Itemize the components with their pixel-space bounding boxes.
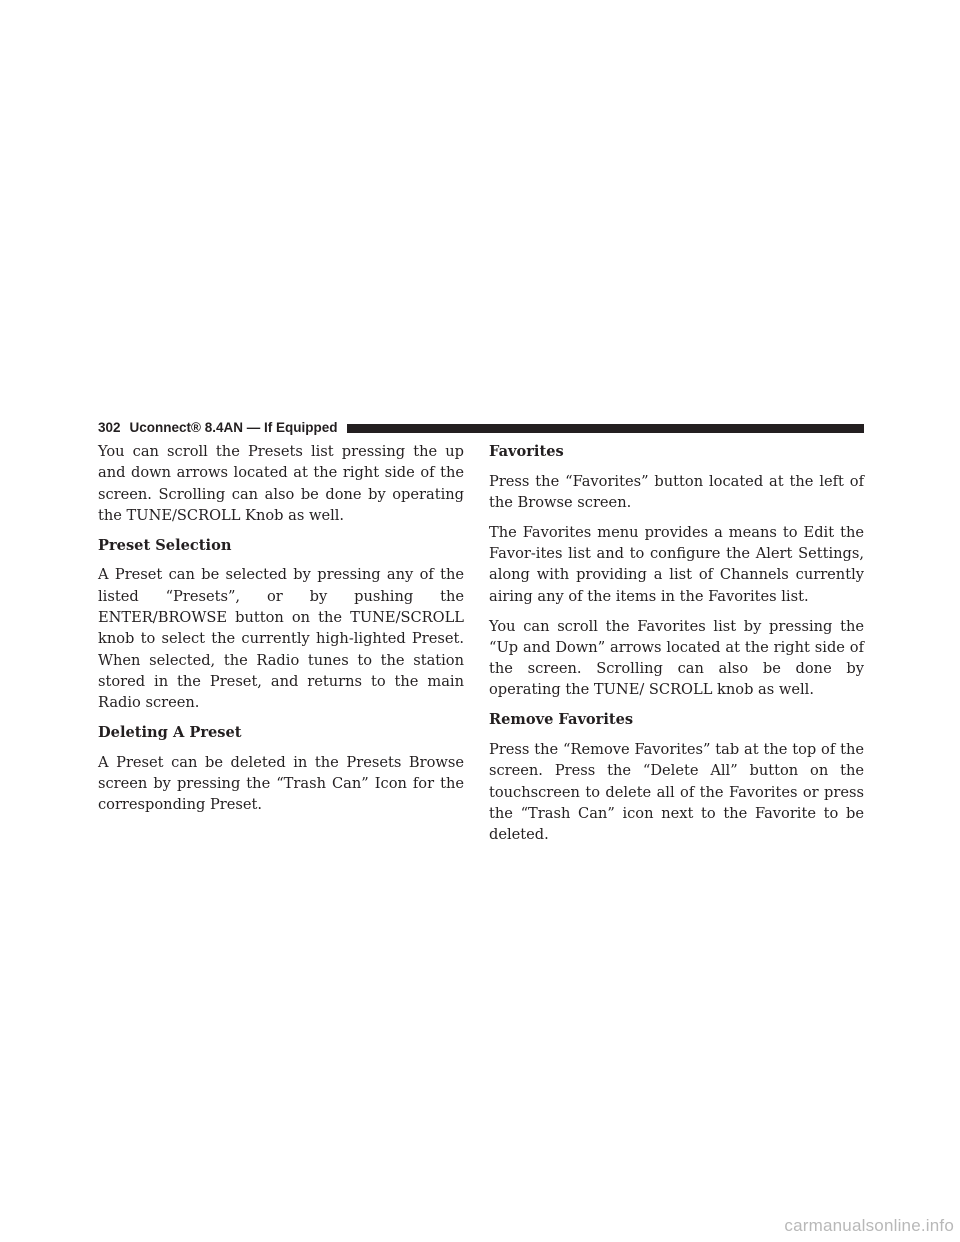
right-column — [489, 441, 864, 854]
favorites-menu-paragraph: The Favorites menu provides a means to Edit the Favor-ites list and to configure the Alert Settings, along with providing a list of Channels currently airing any of the items in the Favorites list. — [489, 523, 864, 605]
deleting-preset-paragraph: A Preset can be deleted in the Presets Browse screen by pressing the “Trash Can” Icon for the corresponding Preset. — [98, 753, 464, 814]
watermark-link[interactable]: carmanualsonline.info — [784, 1216, 954, 1235]
favorites-heading: Favorites — [489, 443, 564, 460]
remove-favorites-heading: Remove Favorites — [489, 711, 634, 729]
remove-favorites-paragraph: Press the “Remove Favorites” tab at the top of the screen. Press the “Delete All” button on the touchscreen to delete all of the Favorites or press the “Trash Can” icon next to the Favorite to be deleted. — [489, 741, 864, 844]
deleting-preset-heading: Deleting A Preset — [98, 724, 242, 742]
favorites-scroll-paragraph: You can scroll the Favorites list by pressing the “Up and Down” arrows located at the right side of the screen. Scrolling can also be done by operating the TUNE/ SCROLL knob as well. — [489, 617, 864, 699]
favorites-button-paragraph: Press the “Favorites” button located at the left of the Browse screen. — [489, 472, 864, 512]
header-rule — [347, 424, 865, 433]
page-header — [98, 420, 864, 436]
section-title: Uconnect® 8.4AN — If Equipped — [129, 420, 338, 435]
presets-scroll-paragraph: You can scroll the Presets list pressing the up and down arrows located at the right side of the screen. Scrolling can also be done by operating the TUNE/SCROLL Knob as well. — [98, 443, 464, 524]
page-number: 302 — [98, 420, 121, 435]
preset-selection-paragraph: A Preset can be selected by pressing any of the listed “Presets”, or by pushing the ENTER/BROWSE button on the TUNE/SCROLL knob to select the currently high-lighted Preset. When selected, the Radio tunes to the station stored in the Preset, and returns to the main Radio screen. — [98, 566, 464, 712]
left-column — [98, 441, 464, 824]
preset-selection-heading: Preset Selection — [98, 536, 232, 554]
